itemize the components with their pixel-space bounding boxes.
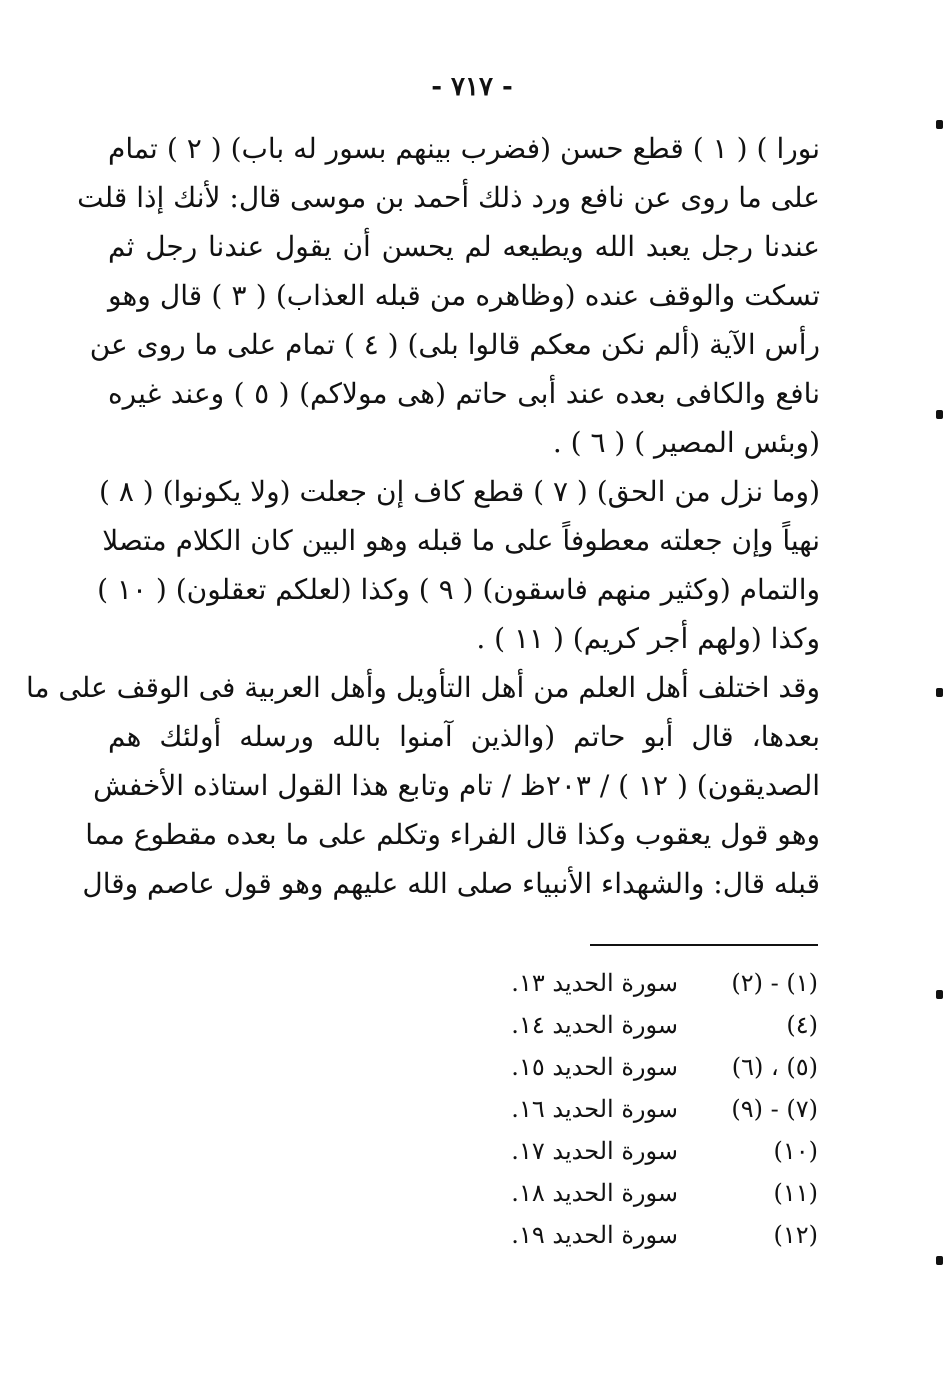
scan-speck <box>936 688 943 697</box>
footnote-marker: (١٠) <box>773 1137 818 1165</box>
footnote-marker: (٧) - (٩) <box>731 1095 818 1123</box>
text-line: وهو قول يعقوب وكذا قال الفراء وتكلم على ما بعده مقطوع مما <box>85 818 820 851</box>
scan-speck <box>936 120 943 129</box>
footnote <box>480 962 818 1004</box>
footnote <box>480 1172 818 1214</box>
text-line: قبله قال: والشهداء الأنبياء صلى الله عليهم وهو قول عاصم وقال <box>82 867 820 900</box>
text-line: رأس الآية (ألم نكن معكم قالوا بلى) ( ٤ ) تمام على ما روى عن <box>89 328 820 361</box>
footnote-text: سورة الحديد ١٤. <box>511 1011 678 1039</box>
body-text <box>25 124 821 908</box>
text-line: على ما روى عن نافع ورد ذلك أحمد بن موسى قال: لأنك إذا قلت <box>77 181 820 214</box>
footnote-text: سورة الحديد ١٩. <box>511 1221 678 1249</box>
text-line: نورا ) ( ١ ) قطع حسن (فضرب بينهم بسور له باب) ( ٢ ) تمام <box>108 132 821 165</box>
footnote-marker: (٤) <box>786 1011 818 1039</box>
footnote-divider <box>590 944 818 946</box>
text-line: وقد اختلف أهل العلم من أهل التأويل وأهل العربية فى الوقف على ما <box>25 671 820 704</box>
footnote <box>480 1088 818 1130</box>
footnote-marker: (١٢) <box>773 1221 818 1249</box>
text-line: بعدها، قال أبو حاتم (والذين آمنوا بالله ورسله أولئك هم <box>108 720 820 753</box>
footnote-marker: (١) - (٢) <box>731 969 818 997</box>
text-line: نافع والكافى بعده عند أبى حاتم (هى مولاكم) ( ٥ ) وعند غيره <box>108 377 820 410</box>
footnote <box>480 1130 818 1172</box>
text-line: والتمام (وكثير منهم فاسقون) ( ٩ ) وكذا (لعلكم تعقلون) ( ١٠ ) <box>97 573 820 606</box>
footnote-marker: (١١) <box>773 1179 818 1207</box>
footnote-text: سورة الحديد ١٧. <box>511 1137 678 1165</box>
text-line: عندنا رجل يعبد الله ويطيعه لم يحسن أن يقول عندنا رجل ثم <box>108 230 820 263</box>
footnote-text: سورة الحديد ١٦. <box>511 1095 678 1123</box>
footnote <box>480 1214 818 1256</box>
text-line: (وبئس المصير ) ( ٦ ) . <box>552 426 820 459</box>
footnote-text: سورة الحديد ١٨. <box>511 1179 678 1207</box>
scan-speck <box>936 410 943 419</box>
footnotes <box>480 962 818 1256</box>
footnote-text: سورة الحديد ١٥. <box>511 1053 678 1081</box>
footnote <box>480 1046 818 1088</box>
page-number: - ٧١٧ - <box>431 72 513 102</box>
text-line: نهياً وإن جعلته معطوفاً على ما قبله وهو البين كان الكلام متصلا <box>102 524 820 557</box>
text-line: الصديقون) ( ١٢ ) / ٢٠٣ظ / تام وتابع هذا القول استاذه الأخفش <box>93 769 820 802</box>
footnote-text: سورة الحديد ١٣. <box>511 969 678 997</box>
text-line: (وما نزل من الحق) ( ٧ ) قطع كاف إن جعلت (ولا يكونوا) ( ٨ ) <box>98 475 820 508</box>
footnote-marker: (٥) ، (٦) <box>731 1053 818 1081</box>
text-line: وكذا (ولهم أجر كريم) ( ١١ ) . <box>476 622 820 655</box>
scan-speck <box>936 990 943 999</box>
scan-speck <box>936 1256 943 1265</box>
footnote <box>480 1004 818 1046</box>
text-line: تسكت والوقف عنده (وظاهره من قبله العذاب) ( ٣ ) قال وهو <box>108 279 821 312</box>
